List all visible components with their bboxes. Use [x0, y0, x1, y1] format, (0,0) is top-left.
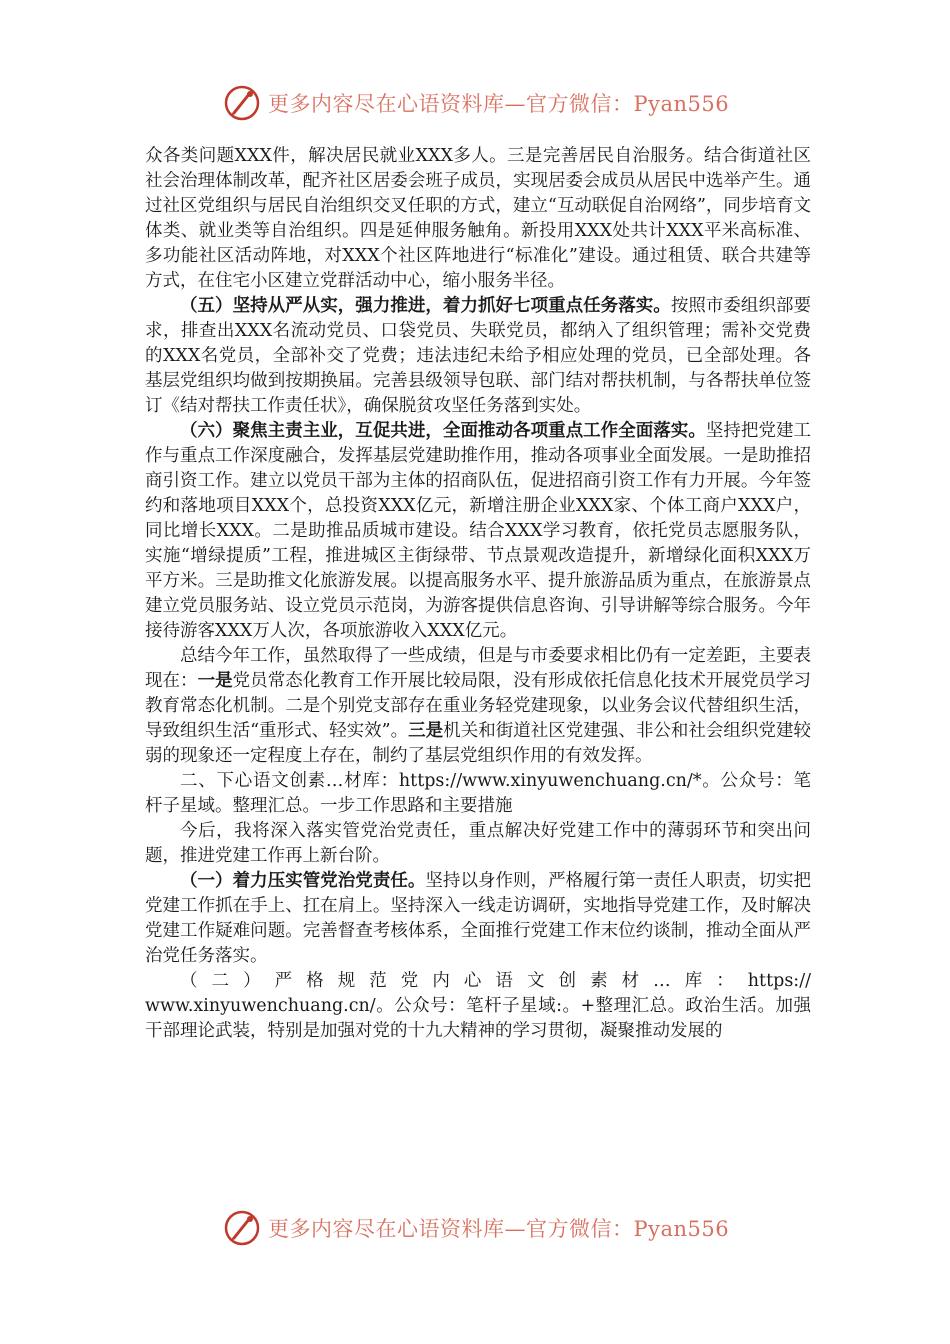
header-watermark	[222, 78, 742, 128]
pen-logo-icon	[222, 1208, 262, 1248]
paragraph-text: 坚持把党建工作与重点工作深度融合，发挥基层党建助推作用，推动各项事业全面发展。一是助推招商引资工作。建立以党员干部为主体的招商队伍，促进招商引资工作有力开展。今年签约和落地项目XXX个，总投资XXX亿元，新增注册企业XXX家、个体工商户XXX户，同比增长XXX。二是助推品质城市建设。结合XXX学习教育，依托党员志愿服务队，实施“增绿提质”工程，推进城区主街绿带、节点景观改造提升，新增绿化面积XXX万平方米。三是助推文化旅游发展。以提高服务水平、提升旅游品质为重点，在旅游景点建立党员服务站、设立党员示范岗，为游客提供信息咨询、引导讲解等综合服务。今年接待游客XXX万人次，各项旅游收入XXX亿元。	[145, 421, 812, 641]
document-body	[145, 144, 811, 1044]
paragraph	[145, 869, 811, 969]
paragraph-line: （二）严格规范党内心语文创素材…库：https://	[180, 971, 811, 991]
footer-watermark	[222, 1203, 742, 1253]
watermark-text: 更多内容尽在心语资料库—官方微信：Pyan556	[268, 1217, 730, 1241]
watermark-text: 更多内容尽在心语资料库—官方微信：Pyan556	[268, 92, 730, 116]
paragraph-text: 坚持以身作则，严格履行第一责任人职责，切实把党建工作抓在手上、扛在肩上。坚持深入一线走访调研，实地指导党建工作，及时解决党建工作疑难问题。完善督查考核体系，全面推行党建工作末位约谈制，推动全面从严治党任务落实。	[145, 871, 812, 966]
section-heading: （五）坚持从严从实，强力推进，着力抓好七项重点任务落实。	[180, 296, 671, 316]
emphasis: 三是	[408, 721, 444, 741]
paragraph: www.xinyuwenchuang.cn/。公众号：笔杆子星域:。+整理汇总。政治生活。加强干部理论武装，特别是加强对党的十九大精神的学习贯彻，凝聚推动发展的	[145, 996, 811, 1041]
section-heading: （一）着力压实管党治党责任。	[180, 871, 426, 891]
paragraph: 众各类问题XXX件，解决居民就业XXX多人。三是完善居民自治服务。结合街道社区社会治理体制改革，配齐社区居委会班子成员，实现居委会成员从居民中选举产生。通过社区党组织与居民自治组织交叉任职的方式，建立“互动联促自治网络”，同步培育文体类、就业类等自治组织。四是延伸服务触角。新投用XXX处共计XXX平米高标准、多功能社区活动阵地，对XXX个社区阵地进行“标准化”建设。通过租赁、联合共建等方式，在住宅小区建立党群活动中心，缩小服务半径。	[145, 146, 811, 291]
paragraph	[145, 294, 811, 419]
paragraph-text: 总结今年工作，虽然取得了一些成绩，但是与市委要求相比仍有一定差距，主要表现在：	[145, 646, 811, 691]
section-heading: （六）聚焦主责主业，互促共进，全面推动各项重点工作全面落实。	[180, 421, 706, 441]
paragraph-text: 机关和街道社区党建强、非公和社会组织党建较弱的现象还一定程度上存在，制约了基层党组织作用的有效发挥。	[145, 721, 811, 766]
pen-logo-icon	[222, 83, 262, 123]
paragraph: 今后，我将深入落实管党治党责任，重点解决好党建工作中的薄弱环节和突出问题，推进党建工作再上新台阶。	[145, 821, 811, 866]
emphasis: 一是	[197, 671, 233, 691]
paragraph	[145, 419, 811, 644]
paragraph	[145, 644, 811, 769]
paragraph-text: 按照市委组织部要求，排查出XXX名流动党员、口袋党员、失联党员，都纳入了组织管理；需补交党费的XXX名党员，全部补交了党费；违法违纪未给予相应处理的党员，已全部处理。各基层党组织均做到按期换届。完善县级领导包联、部门结对帮扶机制，与各帮扶单位签订《结对帮扶工作责任状》，确保脱贫攻坚任务落到实处。	[145, 296, 812, 416]
paragraph-text: 党员常态化教育工作开展比较局限，没有形成依托信息化技术开展党员学习教育常态化机制。二是个别党支部存在重业务轻党建现象，以业务会议代替组织生活，导致组织生活“重形式、轻实效”。	[145, 671, 812, 741]
section-title: 二、下心语文创素…材库：https://www.xinyuwenchuang.cn/*。公众号：笔杆子星域。整理汇总。一步工作思路和主要措施	[145, 771, 811, 816]
